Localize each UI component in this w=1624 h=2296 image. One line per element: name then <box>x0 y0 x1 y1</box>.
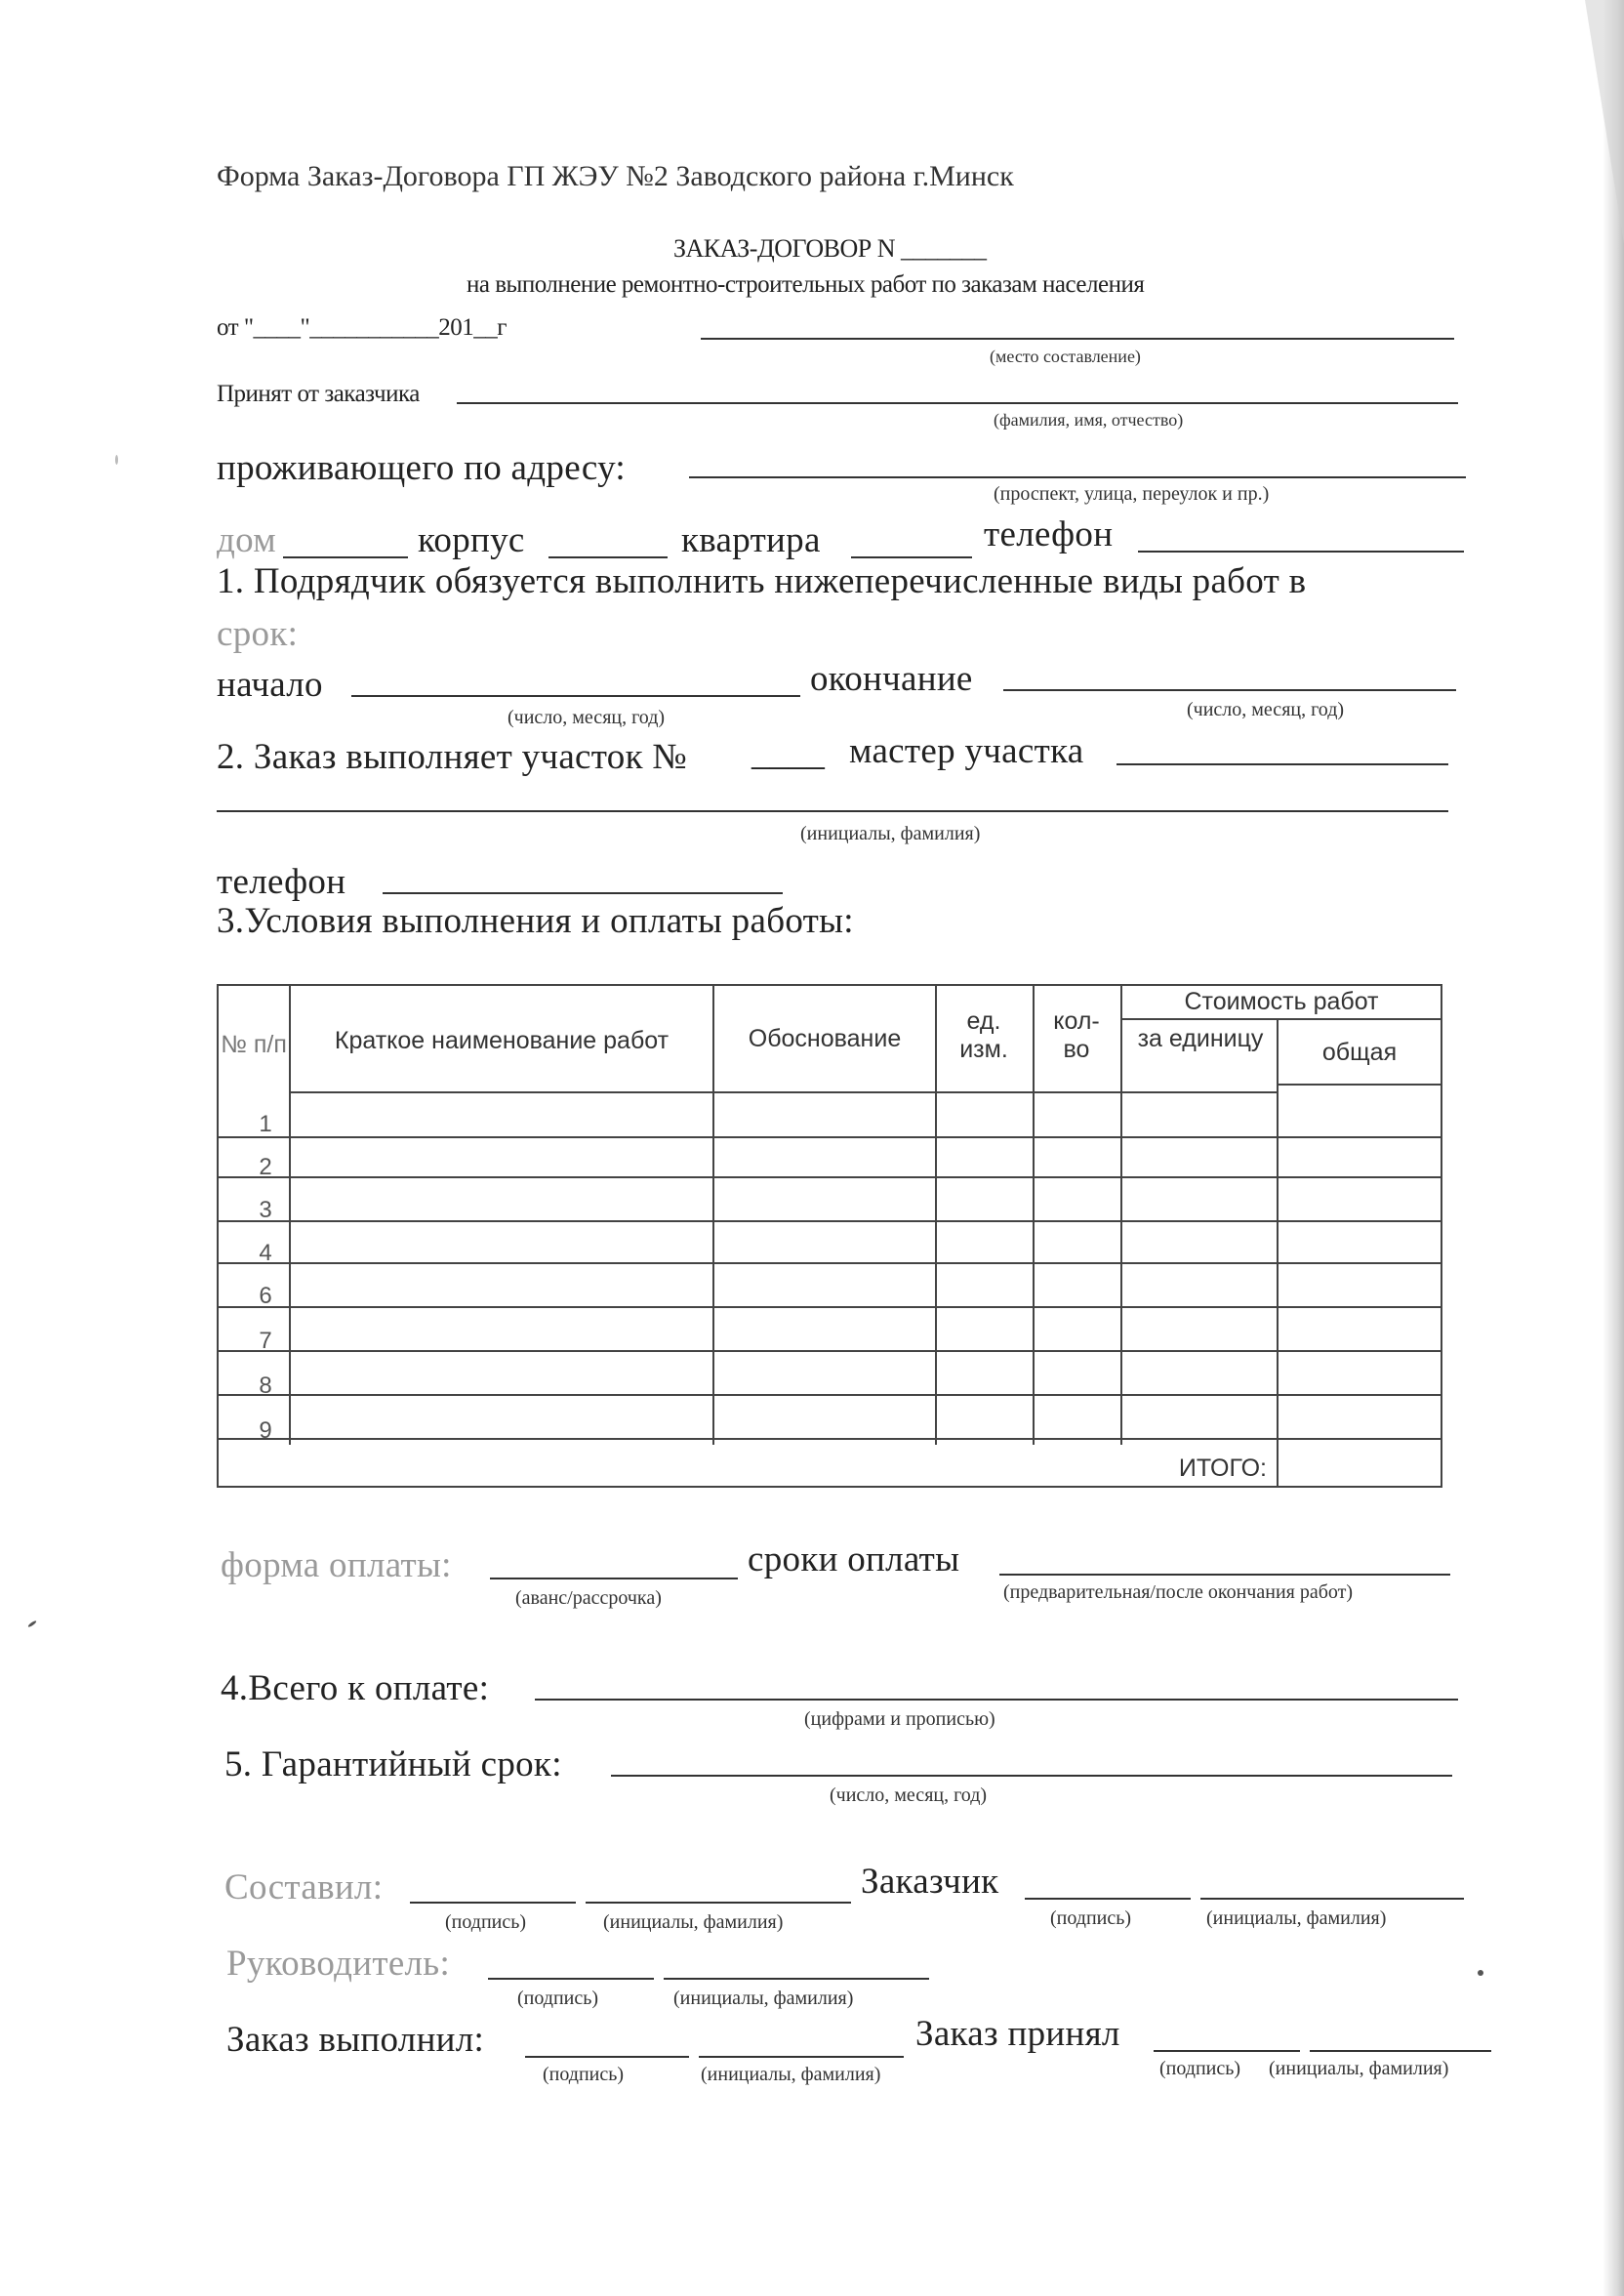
scan-edge-shadow <box>1603 0 1624 2296</box>
signature-caption: (подпись) <box>445 1911 527 1933</box>
address-label: проживающего по адресу: <box>217 448 626 488</box>
total-payment-caption: (цифрами и прописью) <box>804 1708 995 1730</box>
row-number: 8 <box>259 1373 272 1399</box>
section3-title: 3.Условия выполнения и оплаты работы: <box>217 901 854 941</box>
row-number: 7 <box>259 1328 272 1354</box>
warranty-line[interactable] <box>611 1775 1452 1777</box>
accepted-label: Заказ принял <box>915 2014 1120 2054</box>
initials-caption: (инициалы, фамилия) <box>673 1988 854 2009</box>
col-cost-header: Стоимость работ <box>1184 988 1379 1015</box>
head-signature-line[interactable] <box>488 1978 654 1980</box>
document-title: ЗАКАЗ-ДОГОВОР N _______ <box>673 234 987 263</box>
house-line[interactable] <box>283 556 408 558</box>
end-date-line[interactable] <box>1003 689 1456 691</box>
col-name-header: Краткое наименование работ <box>334 1027 670 1054</box>
col-num-header: № п/п <box>221 1031 287 1058</box>
initials-caption: (инициалы, фамилия) <box>1206 1907 1387 1929</box>
scan-speck <box>115 455 118 465</box>
accepted-initials-line[interactable] <box>1310 2050 1491 2052</box>
start-label: начало <box>217 665 323 705</box>
form-title: Форма Заказ-Договора ГП ЖЭУ №2 Заводского района г.Минск <box>217 160 1014 192</box>
payment-terms-caption: (предварительная/после окончания работ) <box>1003 1581 1354 1603</box>
payment-terms-label: сроки оплаты <box>748 1539 960 1579</box>
payment-form-caption: (аванс/рассрочка) <box>515 1587 662 1609</box>
col-per-unit-header: за единицу <box>1137 1025 1264 1052</box>
plot-number-blank[interactable]: ____ <box>751 733 826 773</box>
row-number: 1 <box>259 1111 272 1137</box>
apartment-label: квартира <box>681 520 821 560</box>
row-number: 3 <box>259 1197 272 1223</box>
building-label: корпус <box>418 520 525 560</box>
customer-initials-line[interactable] <box>1200 1898 1464 1900</box>
address-caption: (проспект, улица, переулок и пр.) <box>994 483 1270 505</box>
col-unit-header: ед. изм. <box>959 1007 1008 1063</box>
performed-label: Заказ выполнил: <box>226 2020 485 2060</box>
start-date-caption: (число, месяц, год) <box>508 707 666 728</box>
compiled-initials-line[interactable] <box>586 1902 851 1904</box>
compiled-signature-line[interactable] <box>410 1902 576 1904</box>
phone-label: телефон <box>984 514 1114 554</box>
section2-phone-label: телефон <box>217 862 346 902</box>
payment-form-line[interactable] <box>490 1578 738 1579</box>
warranty-label: 5. Гарантийный срок: <box>224 1744 562 1784</box>
customer-caption: (фамилия, имя, отчество) <box>994 410 1184 430</box>
col-basis-header: Обоснование <box>748 1025 902 1052</box>
customer-sign-label: Заказчик <box>861 1862 999 1902</box>
customer-line[interactable] <box>457 402 1458 404</box>
payment-terms-line[interactable] <box>999 1574 1450 1576</box>
master-name-line[interactable] <box>217 810 1448 812</box>
row-number: 9 <box>259 1417 272 1444</box>
head-label: Руководитель: <box>226 1944 451 1984</box>
customer-signature-line[interactable] <box>1025 1898 1191 1900</box>
signature-caption: (подпись) <box>517 1988 599 2009</box>
place-line[interactable] <box>701 338 1454 340</box>
section2-text: 2. Заказ выполняет участок № <box>217 737 687 777</box>
start-date-line[interactable] <box>351 695 800 697</box>
building-line[interactable] <box>548 556 668 558</box>
address-line[interactable] <box>689 476 1466 478</box>
payment-form-label: форма оплаты: <box>221 1545 452 1585</box>
compiled-label: Составил: <box>224 1867 384 1907</box>
scan-speck <box>1478 1970 1483 1976</box>
master-label: мастер участка <box>849 731 1084 771</box>
total-label: ИТОГО: <box>1178 1455 1267 1482</box>
initials-caption: (инициалы, фамилия) <box>1269 2058 1449 2079</box>
accepted-signature-line[interactable] <box>1154 2050 1300 2052</box>
phone-line[interactable] <box>1138 551 1464 553</box>
scan-speck <box>27 1620 37 1627</box>
warranty-caption: (число, месяц, год) <box>830 1784 988 1806</box>
row-number: 4 <box>259 1240 272 1266</box>
initials-caption: (инициалы, фамилия) <box>603 1911 784 1933</box>
house-label: дом <box>217 520 276 560</box>
initials-caption: (инициалы, фамилия) <box>701 2064 881 2085</box>
master-caption: (инициалы, фамилия) <box>800 823 981 844</box>
end-label: окончание <box>810 659 973 699</box>
signature-caption: (подпись) <box>1159 2058 1241 2079</box>
date-field[interactable]: от "____"___________201__г <box>217 314 508 341</box>
row-number: 6 <box>259 1283 272 1309</box>
section1-text: 1. Подрядчик обязуется выполнить нижеперечисленные виды работ в <box>217 561 1307 601</box>
performed-initials-line[interactable] <box>699 2056 904 2058</box>
signature-caption: (подпись) <box>543 2064 625 2085</box>
head-initials-line[interactable] <box>664 1978 929 1980</box>
total-payment-label: 4.Всего к оплате: <box>221 1668 490 1708</box>
col-qty-header: кол-во <box>1053 1007 1100 1063</box>
section2-phone-line[interactable] <box>383 892 783 894</box>
scan-corner-shade <box>1585 0 1624 244</box>
row-number: 2 <box>259 1154 272 1180</box>
col-total-header: общая <box>1321 1039 1398 1066</box>
end-date-caption: (число, месяц, год) <box>1187 699 1345 720</box>
document-subtitle: на выполнение ремонтно-строительных работ по заказам населения <box>467 271 1145 298</box>
performed-signature-line[interactable] <box>525 2056 689 2058</box>
place-caption: (место составление) <box>990 347 1141 366</box>
master-line[interactable] <box>1116 763 1448 765</box>
section1-text-cont: срок: <box>217 614 299 654</box>
apartment-line[interactable] <box>851 556 972 558</box>
signature-caption: (подпись) <box>1050 1907 1132 1929</box>
customer-label: Принят от заказчика <box>217 381 420 407</box>
total-payment-line[interactable] <box>535 1699 1458 1701</box>
